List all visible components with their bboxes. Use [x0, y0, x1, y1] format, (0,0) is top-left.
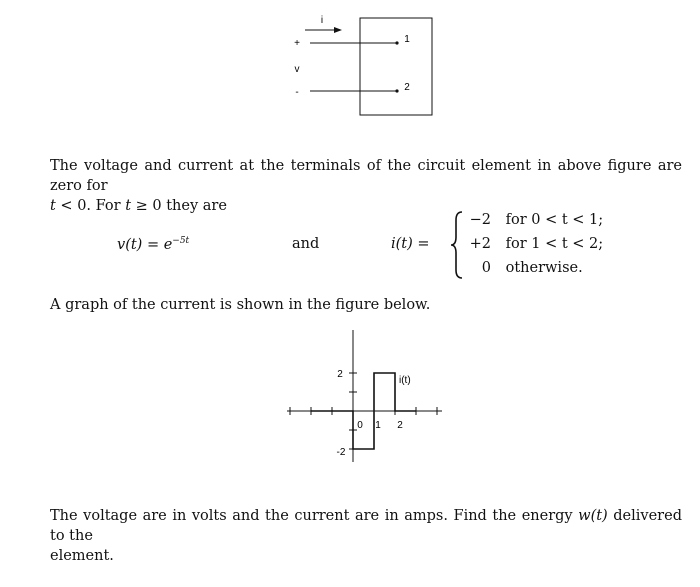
intro-var-t: t [50, 198, 56, 214]
voltage-label: v [294, 64, 300, 75]
voltage-exponent: −5t [172, 236, 190, 246]
intro-text-b: ≥ 0 they are [131, 198, 227, 214]
cases-brace [450, 210, 464, 280]
question-paragraph [50, 506, 682, 566]
and-word: and [292, 236, 320, 252]
question-var-w: w(t) [578, 508, 608, 524]
current-arrow-head [334, 27, 342, 33]
case-row-1 [463, 212, 603, 228]
case-row-2 [463, 236, 603, 252]
case-condition-3: otherwise. [505, 260, 583, 276]
case-value-1: −2 [469, 212, 491, 228]
y-tick-label-pos: 2 [337, 369, 343, 380]
intro-line-1: The voltage and current at the terminals of the circuit element in above figure are zero for [50, 158, 682, 194]
case-row-3 [463, 260, 583, 276]
cases-block [463, 212, 623, 282]
case-condition-1: for 0 < t < 1; [505, 212, 604, 228]
question-line-1 [50, 506, 682, 546]
terminal-2-label: 2 [404, 82, 410, 93]
case-value-3: 0 [481, 260, 491, 276]
intro-paragraph [50, 156, 682, 216]
case-value-2: +2 [469, 236, 491, 252]
intro-var-t2: t [125, 198, 132, 214]
x-tick-label-2: 2 [397, 420, 403, 431]
plus-sign: + [294, 38, 300, 49]
voltage-equation [117, 236, 189, 253]
intro-text-a: < 0. For [55, 198, 126, 214]
current-label: i [320, 15, 324, 26]
case-condition-2: for 1 < t < 2; [505, 236, 604, 252]
current-lhs-text: i(t) = [391, 236, 430, 252]
question-line-2: element. [50, 548, 114, 564]
x-tick-label-0: 0 [357, 420, 363, 431]
question-text-b: delivered to the [50, 508, 682, 544]
graph-intro-paragraph: A graph of the current is shown in the figure below. [50, 297, 431, 313]
minus-sign: - [295, 87, 299, 98]
circuit-figure [280, 8, 450, 123]
question-text-a: The voltage are in volts and the current are in amps. Find the energy [50, 508, 579, 524]
voltage-lhs: v(t) = e [117, 236, 173, 253]
current-lhs [391, 236, 430, 252]
current-graph [280, 325, 450, 465]
terminal-2-dot [395, 89, 398, 92]
terminal-1-label: 1 [404, 34, 410, 45]
terminal-1-dot [395, 41, 398, 44]
y-tick-label-neg: -2 [336, 447, 346, 458]
series-label: i(t) [399, 375, 411, 386]
element-box [360, 18, 432, 115]
x-tick-label-1: 1 [375, 420, 381, 431]
